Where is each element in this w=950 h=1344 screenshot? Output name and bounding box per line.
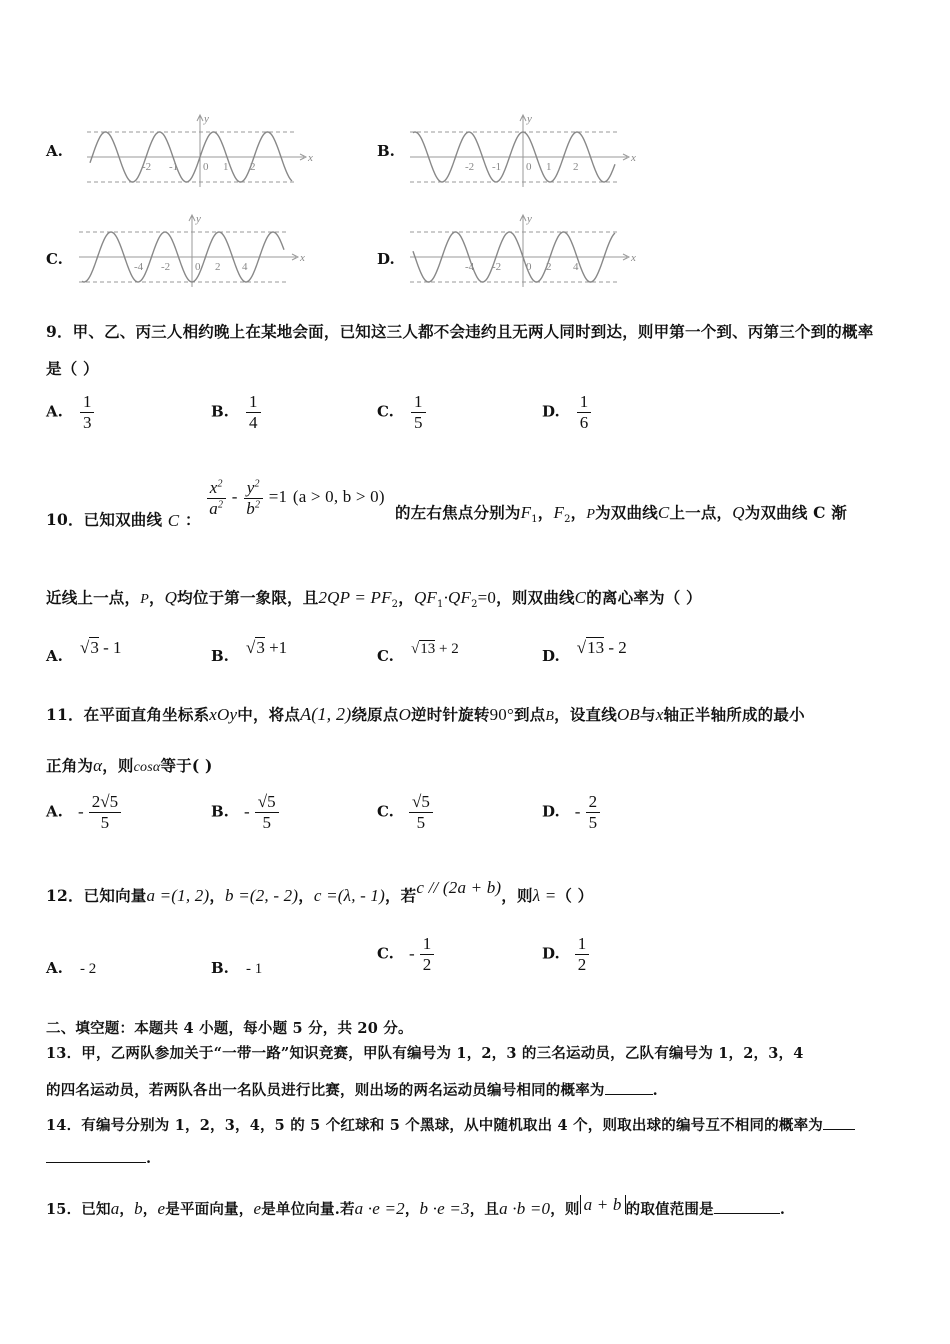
q15-text: 15．已知a，b，e是平面向量，e是单位向量.若a ·e =2，b ·e =3，且a ·b =0，则 a + b 的取值范围是 .: [46, 1195, 786, 1218]
y-axis-label: y: [527, 113, 532, 125]
section-heading: 二、填空题：本题共 4 小题，每小题 5 分，共 20 分。: [46, 1020, 413, 1037]
tick-label: 2: [250, 161, 256, 173]
q14-text-line2: .: [46, 1150, 151, 1167]
graph-option-c: [74, 212, 314, 292]
y-axis-label: y: [204, 113, 209, 125]
tick-label: -2: [161, 261, 171, 273]
x-axis-label: x: [308, 152, 313, 164]
fraction: $\frac{1}{4}$: [246, 392, 261, 432]
fraction: $\frac{1}{3}$: [80, 392, 95, 432]
x-axis-label: x: [631, 252, 636, 264]
q10-text-line1: 10．已知双曲线 C ： $\frac{x^2}{a^2}$ - $\frac{y^2}{b^2}$ =1 (a > 0, b > 0): [46, 478, 385, 531]
q11-text-line1: 11．在平面直角坐标系xOy中，将点A(1, 2)绕原点O逆时针旋转90°到点B，设直线OB与x轴正半轴所成的最小: [46, 704, 805, 724]
q11-text-line2: 正角为α，则cosα等于( ): [46, 756, 213, 775]
tick-label: 0: [203, 161, 209, 173]
tick-label: -1: [492, 161, 502, 173]
y-axis-label: y: [527, 213, 532, 225]
tick-label: 4: [242, 261, 248, 273]
y-axis-label: y: [196, 213, 201, 225]
q10-option-c[interactable]: C. √13 + 2: [377, 641, 459, 665]
fraction: $\frac{1}{6}$: [577, 392, 592, 432]
q9-option-d[interactable]: D. $\frac{1}{6}$: [542, 392, 591, 432]
q10-text-line1b: 的左右焦点分别为$F_1$，$F_2$，P为双曲线C上一点，Q为双曲线 C 渐: [395, 503, 847, 526]
q12-option-b[interactable]: B. - 1: [211, 959, 263, 977]
q11-option-a[interactable]: A. - $\frac{2√5}{5}$: [46, 792, 121, 832]
tick-label: -2: [142, 161, 152, 173]
q10-text-line2: 近线上一点，P，Q均位于第一象限，且$2QP = PF_2$，$QF_1\cdot QF_2=0$，则双曲线C的离心率为（ ）: [46, 588, 702, 611]
q12-option-a[interactable]: A. - 2: [46, 959, 97, 977]
tick-label: -4: [465, 261, 475, 273]
graph-option-b: [405, 112, 645, 192]
answer-blank[interactable]: [46, 1162, 146, 1163]
q13-text-line2: 的四名运动员，若两队各出一名队员进行比赛，则出场的两名运动员编号相同的概率为 .: [46, 1082, 658, 1099]
tick-label: 0: [526, 261, 532, 273]
q9-text-line1: 9．甲、乙、丙三人相约晚上在某地会面，已知这三人都不会违约且无两人同时到达，则甲第一个到、丙第三个到的概率: [46, 322, 874, 341]
tick-label: 2: [546, 261, 552, 273]
tick-label: -1: [169, 161, 179, 173]
tick-label: 0: [526, 161, 532, 173]
option-a-label: A.: [46, 142, 63, 160]
q12-option-d[interactable]: D. $\frac{1}{2}$: [542, 934, 589, 974]
tick-label: -2: [492, 261, 502, 273]
answer-blank[interactable]: [823, 1129, 855, 1130]
tick-label: 1: [546, 161, 552, 173]
tick-label: 0: [195, 261, 201, 273]
q11-option-b[interactable]: B. - $\frac{√5}{5}$: [211, 792, 279, 832]
q9-text-line2: 是（ ）: [46, 359, 99, 378]
q14-text-line1: 14．有编号分别为 1，2，3，4，5 的 5 个红球和 5 个黑球，从中随机取出 4 个，则取出球的编号互不相同的概率为: [46, 1114, 855, 1135]
q10-option-b[interactable]: B. √3 +1: [211, 638, 288, 665]
q9-option-b[interactable]: B. $\frac{1}{4}$: [211, 392, 261, 432]
q10-option-d[interactable]: D. √13 - 2: [542, 638, 627, 665]
tick-label: 2: [215, 261, 221, 273]
x-axis-label: x: [631, 152, 636, 164]
q11-option-c[interactable]: C. $\frac{√5}{5}$: [377, 792, 433, 832]
q11-option-d[interactable]: D. - $\frac{2}{5}$: [542, 792, 600, 832]
q9-option-c[interactable]: C. $\frac{1}{5}$: [377, 392, 426, 432]
q9-option-a[interactable]: A. $\frac{1}{3}$: [46, 392, 94, 432]
tick-label: -4: [134, 261, 144, 273]
answer-blank[interactable]: [714, 1213, 780, 1214]
fraction: $\frac{1}{5}$: [411, 392, 426, 432]
tick-label: 2: [573, 161, 579, 173]
tick-label: 1: [223, 161, 229, 173]
option-c-label: C.: [46, 250, 63, 268]
tick-label: 4: [573, 261, 579, 273]
q12-text: 12．已知向量a =(1, 2)，b =(2, - 2)，c =(λ, - 1)，若c // (2a + b)，则λ =（ ）: [46, 878, 594, 905]
option-d-label: D.: [377, 250, 395, 268]
q12-option-c[interactable]: C. - $\frac{1}{2}$: [377, 934, 434, 974]
q13-text-line1: 13．甲，乙两队参加关于“一带一路”知识竞赛，甲队有编号为 1，2，3 的三名运动员，乙队有编号为 1，2，3，4: [46, 1045, 804, 1062]
q10-option-a[interactable]: A. √3 - 1: [46, 638, 122, 665]
tick-label: -2: [465, 161, 475, 173]
option-b-label: B.: [377, 142, 395, 160]
x-axis-label: x: [300, 252, 305, 264]
graph-option-a: [82, 112, 322, 192]
answer-blank[interactable]: [605, 1094, 653, 1095]
graph-option-d: [405, 212, 645, 292]
